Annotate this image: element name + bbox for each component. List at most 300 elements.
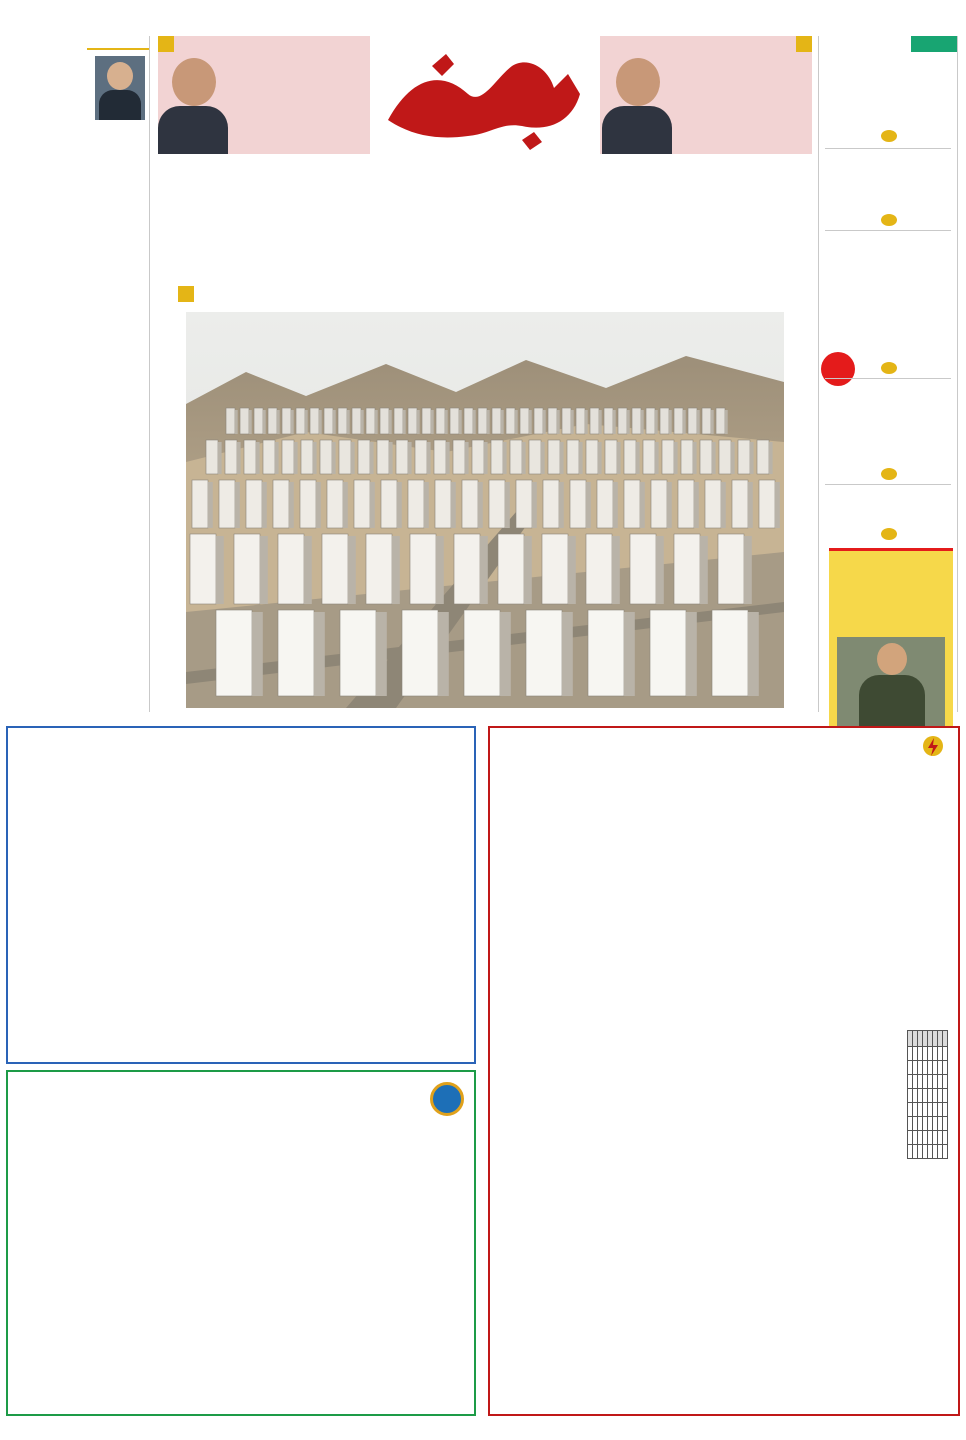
housing-aerial-photo xyxy=(186,312,784,708)
apartment-tower xyxy=(394,408,403,434)
table-cell xyxy=(918,1047,923,1061)
news-item[interactable] xyxy=(823,58,953,92)
table-cell xyxy=(908,1061,913,1075)
column-tag xyxy=(911,36,957,52)
table-cell xyxy=(918,1061,923,1075)
apartment-tower xyxy=(548,408,557,434)
municipal-tender-notice xyxy=(6,1070,476,1416)
column-header xyxy=(928,1031,933,1047)
tower-shadow xyxy=(505,482,510,528)
main-headline[interactable] xyxy=(158,220,812,292)
news-item[interactable] xyxy=(823,386,953,420)
apartment-tower xyxy=(219,480,235,528)
tower-shadow xyxy=(627,410,630,434)
apartment-tower xyxy=(296,408,305,434)
tower-shadow xyxy=(473,410,476,434)
apartment-tower xyxy=(282,408,291,434)
portrait-head xyxy=(616,58,660,106)
apartment-tower xyxy=(415,440,427,474)
apartment-tower xyxy=(489,480,505,528)
table-cell xyxy=(928,1089,933,1103)
main-kicker xyxy=(158,186,812,202)
portrait-body xyxy=(99,90,141,120)
tower-shadow xyxy=(557,410,560,434)
apartment-tower xyxy=(662,440,674,474)
tower-shadow xyxy=(744,536,752,604)
tower-shadow xyxy=(218,442,222,474)
tower-shadow xyxy=(319,410,322,434)
tower-shadow xyxy=(361,410,364,434)
tower-shadow xyxy=(613,410,616,434)
apartment-tower xyxy=(436,408,445,434)
table-cell xyxy=(928,1075,933,1089)
page-number xyxy=(796,36,812,52)
apartment-tower xyxy=(472,440,484,474)
portrait-body xyxy=(602,106,672,154)
tower-shadow xyxy=(599,410,602,434)
table-cell xyxy=(913,1061,918,1075)
divider xyxy=(825,484,951,485)
tower-shadow xyxy=(598,442,602,474)
dateline xyxy=(158,154,812,166)
table-cell xyxy=(928,1061,933,1075)
table-header-row xyxy=(908,1031,948,1047)
apartment-tower xyxy=(225,440,237,474)
apartment-tower xyxy=(643,440,655,474)
apartment-tower xyxy=(630,534,656,604)
apartment-tower xyxy=(377,440,389,474)
apartment-tower xyxy=(738,440,750,474)
tower-shadow xyxy=(731,442,735,474)
apartment-tower xyxy=(520,408,529,434)
news-item[interactable] xyxy=(823,236,953,270)
table-cell xyxy=(908,1089,913,1103)
tower-shadow xyxy=(686,612,697,696)
table-cell xyxy=(933,1061,938,1075)
tower-shadow xyxy=(235,410,238,434)
tower-shadow xyxy=(748,612,759,696)
tower-shadow xyxy=(260,536,268,604)
editorial-body xyxy=(8,164,145,700)
tower-shadow xyxy=(289,482,294,528)
notice-intro xyxy=(500,766,948,1026)
apartment-tower xyxy=(516,480,532,528)
table-cell xyxy=(938,1103,943,1117)
table-cell xyxy=(923,1089,928,1103)
table-cell xyxy=(918,1089,923,1103)
apartment-tower xyxy=(498,534,524,604)
tower-shadow xyxy=(636,442,640,474)
apartment-tower xyxy=(206,440,218,474)
apartment-tower xyxy=(216,610,252,696)
tower-shadow xyxy=(700,536,708,604)
bid-table xyxy=(907,1030,948,1159)
column-header xyxy=(933,1031,938,1047)
tower-shadow xyxy=(515,410,518,434)
apartment-tower xyxy=(590,408,599,434)
tower-shadow xyxy=(674,442,678,474)
apartment-tower xyxy=(282,440,294,474)
apartment-tower xyxy=(678,480,694,528)
apartment-tower xyxy=(491,440,503,474)
table-row xyxy=(908,1075,948,1089)
table-cell xyxy=(913,1145,918,1159)
table-cell xyxy=(938,1145,943,1159)
column-header xyxy=(923,1031,928,1047)
tower-shadow xyxy=(417,410,420,434)
notice-title[interactable] xyxy=(500,734,948,760)
tower-shadow xyxy=(294,442,298,474)
tower-shadow xyxy=(316,482,321,528)
tower-shadow xyxy=(235,482,240,528)
table-cell xyxy=(943,1131,948,1145)
quote-portrait xyxy=(158,52,228,154)
table-cell xyxy=(908,1075,913,1089)
tower-shadow xyxy=(304,536,312,604)
table-cell xyxy=(938,1117,943,1131)
apartment-tower xyxy=(358,440,370,474)
feature-teaser[interactable] xyxy=(829,548,953,744)
tower-shadow xyxy=(313,442,317,474)
apartment-tower xyxy=(340,610,376,696)
portrait-head xyxy=(877,643,907,675)
apartment-tower xyxy=(464,610,500,696)
table-cell xyxy=(923,1075,928,1089)
apartment-tower xyxy=(624,440,636,474)
news-headline xyxy=(823,499,953,522)
tower-shadow xyxy=(683,410,686,434)
news-headline xyxy=(823,247,953,270)
news-item[interactable] xyxy=(823,488,953,522)
table-cell xyxy=(933,1103,938,1117)
apartment-tower xyxy=(548,440,560,474)
tower-shadow xyxy=(769,442,773,474)
page-number xyxy=(881,528,897,540)
apartment-tower xyxy=(273,480,289,528)
tower-shadow xyxy=(277,410,280,434)
tower-shadow xyxy=(314,612,325,696)
apartment-tower xyxy=(718,534,744,604)
table-cell xyxy=(938,1075,943,1089)
apartment-tower xyxy=(757,440,769,474)
table-cell xyxy=(943,1047,948,1061)
apartment-tower xyxy=(674,534,700,604)
apartment-tower xyxy=(478,408,487,434)
tower-shadow xyxy=(216,536,224,604)
table-cell xyxy=(908,1047,913,1061)
tower-shadow xyxy=(431,410,434,434)
tower-shadow xyxy=(694,482,699,528)
tower-shadow xyxy=(543,410,546,434)
apartment-tower xyxy=(268,408,277,434)
apartment-tower xyxy=(651,480,667,528)
apartment-tower xyxy=(597,480,613,528)
apartment-tower xyxy=(381,480,397,528)
page-number xyxy=(881,214,897,226)
apartment-tower xyxy=(688,408,697,434)
page-number xyxy=(881,362,897,374)
apartment-tower xyxy=(586,440,598,474)
tower-shadow xyxy=(343,482,348,528)
apartment-tower xyxy=(435,480,451,528)
tower-shadow xyxy=(370,482,375,528)
table-cell xyxy=(923,1103,928,1117)
apartment-tower xyxy=(300,480,316,528)
apartment-tower xyxy=(192,480,208,528)
apartment-tower xyxy=(567,440,579,474)
tower-shadow xyxy=(389,410,392,434)
tower-shadow xyxy=(697,410,700,434)
table-cell xyxy=(913,1117,918,1131)
table-cell xyxy=(933,1047,938,1061)
column-header xyxy=(938,1031,943,1047)
apartment-tower xyxy=(354,480,370,528)
apartment-tower xyxy=(506,408,515,434)
apartment-tower xyxy=(434,440,446,474)
tower-shadow xyxy=(640,482,645,528)
notice-title[interactable] xyxy=(18,762,464,788)
tower-shadow xyxy=(403,410,406,434)
tower-shadow xyxy=(465,442,469,474)
table-cell xyxy=(943,1075,948,1089)
tower-shadow xyxy=(500,612,511,696)
tower-shadow xyxy=(427,442,431,474)
apartment-tower xyxy=(646,408,655,434)
apartment-tower xyxy=(674,408,683,434)
news-kicker xyxy=(823,156,953,167)
table-cell xyxy=(923,1047,928,1061)
news-headline xyxy=(823,167,953,190)
apartment-tower xyxy=(712,610,748,696)
portrait-body xyxy=(158,106,228,154)
masthead xyxy=(158,36,812,166)
tower-shadow xyxy=(408,442,412,474)
tower-shadow xyxy=(237,442,241,474)
tower-shadow xyxy=(613,482,618,528)
portrait-body xyxy=(859,675,925,733)
tower-shadow xyxy=(641,410,644,434)
apartment-tower xyxy=(278,534,304,604)
apartment-tower xyxy=(339,440,351,474)
apartment-tower xyxy=(510,440,522,474)
tower-shadow xyxy=(586,482,591,528)
tower-shadow xyxy=(693,442,697,474)
newspaper-logo xyxy=(372,36,600,154)
table-cell xyxy=(928,1131,933,1145)
page-number xyxy=(881,468,897,480)
apartment-tower xyxy=(700,440,712,474)
notice-issuer xyxy=(18,1392,464,1408)
tower-shadow xyxy=(712,442,716,474)
tower-shadow xyxy=(375,410,378,434)
apartment-tower xyxy=(705,480,721,528)
apartment-tower xyxy=(450,408,459,434)
news-kicker xyxy=(823,236,953,247)
page-number xyxy=(158,36,174,52)
apartment-tower xyxy=(562,408,571,434)
table-row xyxy=(908,1103,948,1117)
portrait-head xyxy=(107,62,133,90)
apartment-tower xyxy=(719,440,731,474)
table-cell xyxy=(933,1117,938,1131)
news-kicker xyxy=(823,386,953,397)
table-cell xyxy=(923,1145,928,1159)
tower-shadow xyxy=(532,482,537,528)
tower-shadow xyxy=(585,410,588,434)
news-item[interactable] xyxy=(823,156,953,190)
tower-shadow xyxy=(562,612,573,696)
apartment-tower xyxy=(327,480,343,528)
apartment-tower xyxy=(759,480,775,528)
apartment-tower xyxy=(310,408,319,434)
news-kicker xyxy=(823,488,953,499)
table-cell xyxy=(913,1089,918,1103)
apartment-tower xyxy=(234,534,260,604)
apartment-tower xyxy=(366,408,375,434)
table-cell xyxy=(913,1103,918,1117)
apartment-tower xyxy=(366,534,392,604)
divider xyxy=(825,148,951,149)
notice-subtitle xyxy=(18,794,464,824)
tower-shadow xyxy=(332,442,336,474)
apartment-tower xyxy=(542,534,568,604)
apartment-tower xyxy=(453,440,465,474)
apartment-tower xyxy=(492,408,501,434)
trend-badge xyxy=(821,352,855,386)
tower-shadow xyxy=(392,536,400,604)
column-header xyxy=(908,1031,913,1047)
apartment-tower xyxy=(660,408,669,434)
tower-shadow xyxy=(617,442,621,474)
table-row xyxy=(908,1131,948,1145)
table-cell xyxy=(908,1145,913,1159)
tower-shadow xyxy=(487,410,490,434)
apartment-tower xyxy=(464,408,473,434)
tower-shadow xyxy=(560,442,564,474)
tower-shadow xyxy=(252,612,263,696)
tower-shadow xyxy=(446,442,450,474)
page-number xyxy=(881,130,897,142)
apartment-tower xyxy=(226,408,235,434)
table-cell xyxy=(918,1145,923,1159)
tower-shadow xyxy=(541,442,545,474)
apartment-tower xyxy=(240,408,249,434)
apartment-tower xyxy=(320,440,332,474)
quote-text xyxy=(232,96,366,138)
tower-shadow xyxy=(262,482,267,528)
apartment-tower xyxy=(732,480,748,528)
divider xyxy=(825,230,951,231)
tower-shadow xyxy=(438,612,449,696)
table-row xyxy=(908,1145,948,1159)
table-cell xyxy=(943,1145,948,1159)
column-header xyxy=(943,1031,948,1047)
table-cell xyxy=(933,1075,938,1089)
tower-shadow xyxy=(397,482,402,528)
tower-shadow xyxy=(436,536,444,604)
apartment-tower xyxy=(352,408,361,434)
notice-title[interactable] xyxy=(18,1082,464,1110)
tower-shadow xyxy=(529,410,532,434)
apartment-tower xyxy=(324,408,333,434)
table-cell xyxy=(933,1089,938,1103)
news-kicker xyxy=(823,58,953,69)
tower-shadow xyxy=(721,482,726,528)
apartment-tower xyxy=(624,480,640,528)
table-cell xyxy=(933,1131,938,1145)
bid-table-body xyxy=(908,1047,948,1159)
tower-grid xyxy=(190,408,780,696)
masthead-quote-left[interactable] xyxy=(158,36,370,154)
notice-issuer xyxy=(500,1368,948,1406)
column-header xyxy=(918,1031,923,1047)
apartment-tower xyxy=(246,480,262,528)
headline-column xyxy=(818,36,958,712)
table-row xyxy=(908,1089,948,1103)
tower-shadow xyxy=(667,482,672,528)
tower-shadow xyxy=(748,482,753,528)
apartment-tower xyxy=(402,610,438,696)
tower-shadow xyxy=(424,482,429,528)
apartment-tower xyxy=(632,408,641,434)
tower-shadow xyxy=(711,410,714,434)
tower-shadow xyxy=(501,410,504,434)
tower-shadow xyxy=(656,536,664,604)
table-cell xyxy=(918,1131,923,1145)
apartment-tower xyxy=(422,408,431,434)
table-cell xyxy=(928,1117,933,1131)
quote-person xyxy=(232,76,366,96)
news-headline xyxy=(823,69,953,92)
table-row xyxy=(908,1047,948,1061)
apartment-tower xyxy=(322,534,348,604)
tower-shadow xyxy=(571,410,574,434)
table-cell xyxy=(938,1047,943,1061)
tower-shadow xyxy=(655,410,658,434)
apartment-tower xyxy=(396,440,408,474)
quote-text xyxy=(672,96,806,138)
table-cell xyxy=(923,1117,928,1131)
notice-body xyxy=(18,1196,464,1382)
table-cell xyxy=(928,1145,933,1159)
table-cell xyxy=(938,1061,943,1075)
quote-person xyxy=(672,76,806,96)
tower-shadow xyxy=(524,536,532,604)
table-cell xyxy=(933,1145,938,1159)
table-cell xyxy=(928,1047,933,1061)
apartment-tower xyxy=(190,534,216,604)
table-cell xyxy=(908,1103,913,1117)
tender-notice xyxy=(488,726,960,1416)
masthead-quote-right[interactable] xyxy=(600,36,812,154)
tower-shadow xyxy=(478,482,483,528)
table-cell xyxy=(913,1131,918,1145)
page-number xyxy=(178,286,194,302)
tower-shadow xyxy=(263,410,266,434)
feature-kicker xyxy=(829,551,953,567)
tower-shadow xyxy=(376,612,387,696)
portrait-head xyxy=(172,58,216,106)
tower-shadow xyxy=(655,442,659,474)
table-cell xyxy=(913,1047,918,1061)
table-cell xyxy=(943,1103,948,1117)
table-cell xyxy=(928,1103,933,1117)
apartment-tower xyxy=(526,610,562,696)
table-cell xyxy=(943,1117,948,1131)
tower-shadow xyxy=(484,442,488,474)
apartment-tower xyxy=(702,408,711,434)
apartment-tower xyxy=(301,440,313,474)
